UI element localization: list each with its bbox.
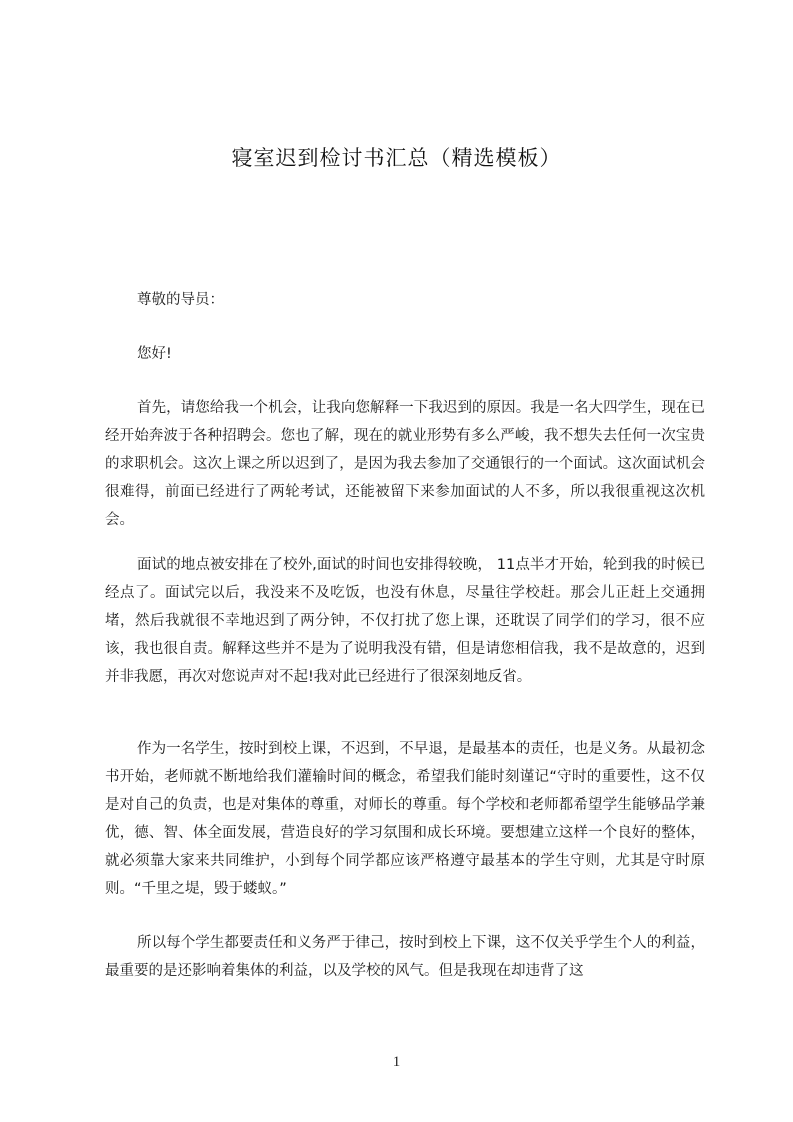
page-number: 1	[392, 1054, 401, 1070]
paragraph-4: 所以每个学生都要责任和义务严于律己，按时到校上下课，这不仅关乎学生个人的利益，最重要的是还影响着集体的利益，以及学校的风气。但是我现在却违背了这	[105, 935, 705, 979]
paragraph-1: 首先，请您给我一个机会，让我向您解释一下我迟到的原因。我是一名大四学生，现在已经开始奔波于各种招聘会。您也了解，现在的就业形势有多么严峻，我不想失去任何一次宝贵的求职机会。这次上课之所以迟到了，是因为我去参加了交通银行的一个面试。这次面试机会很难得，前面已经进行了两轮考试，还能被留下来参加面试的人不多，所以我很重视这次机会。	[105, 400, 705, 528]
paragraph-2: 面试的地点被安排在了校外,面试的时间也安排得较晚， 11点半才开始，轮到我的时候已经点了。面试完以后，我没来不及吃饭，也没有休息，尽量往学校赶。那会儿正赶上交通拥堵，然后我就很不幸地迟到了两分钟，不仅打扰了您上课，还耽误了同学们的学习，很不应该，我也很自责。解释这些并不是为了说明我没有错，但是请您相信我，我不是故意的，迟到并非我愿，再次对您说声对不起!我对此已经进行了很深刻地反省。	[105, 557, 705, 685]
paragraph-3: 作为一名学生，按时到校上课，不迟到，不早退，是最基本的责任，也是义务。从最初念书开始，老师就不断地给我们灌输时间的概念，希望我们能时刻谨记“守时的重要性，这不仅是对自己的负责，也是对集体的尊重，对师长的尊重。每个学校和老师都希望学生能够品学兼优，德、智、体全面发展，营造良好的学习氛围和成长环境。要想建立这样一个良好的整体，就必须靠大家来共同维护，小到每个同学都应该严格遵守最基本的学生守则，尤其是守时原则。“千里之堤，毁于蝼蚁。”	[105, 741, 705, 897]
salutation: 尊敬的导员：	[137, 292, 224, 308]
greeting: 您好!	[137, 346, 172, 362]
document-title: 寝室迟到检讨书汇总（精选模板）	[231, 146, 562, 170]
